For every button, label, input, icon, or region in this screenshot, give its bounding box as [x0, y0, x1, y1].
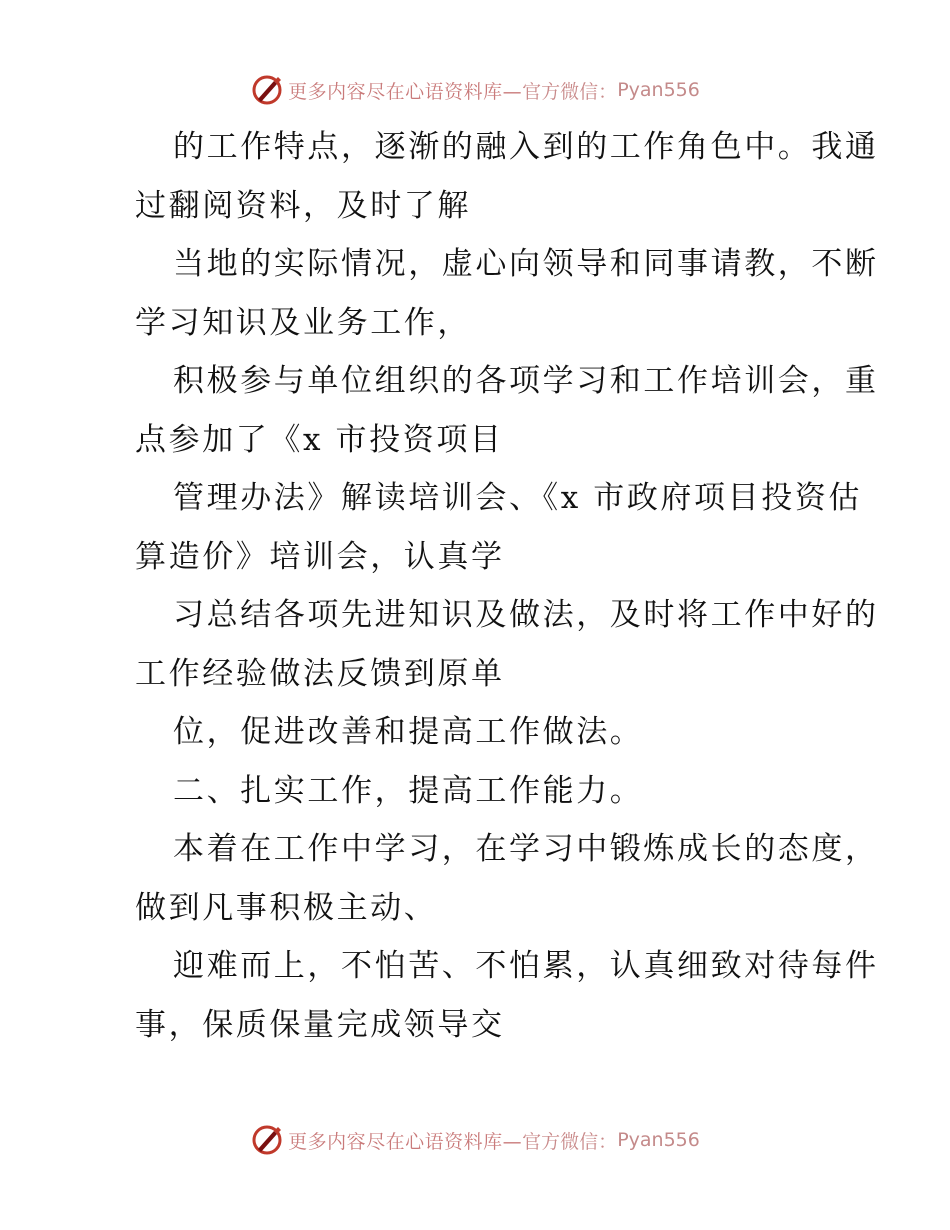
pen-seal-icon [250, 1123, 284, 1157]
paragraph-line: 做到凡事积极主动、 [135, 889, 438, 926]
paragraph-line: 当地的实际情况，虚心向领导和同事请教，不断 [173, 246, 879, 282]
document-body [97, 118, 879, 1054]
paragraph-line: 位，促进改善和提高工作做法。 [173, 714, 644, 750]
watermark-wechat-id: Pyan556 [617, 1129, 700, 1151]
paragraph-line: 迎难而上，不怕苦、不怕累，认真细致对待每件 [173, 948, 879, 984]
paragraph-line: 事，保质保量完成领导交 [135, 1006, 505, 1043]
watermark-text: 更多内容尽在心语资料库— [288, 1130, 523, 1153]
paragraph [97, 586, 879, 703]
header-watermark [0, 70, 950, 110]
section-heading-text: 二、扎实工作，提高工作能力。 [173, 772, 644, 809]
watermark-wechat-id: Pyan556 [617, 79, 700, 101]
paragraph-line: 学习知识及业务工作， [135, 304, 471, 341]
paragraph [97, 118, 879, 235]
paragraph [97, 352, 879, 469]
watermark-wechat-label: 官方微信： [522, 1130, 618, 1153]
paragraph [97, 469, 863, 586]
paragraph-line: 算造价》培训会，认真学 [135, 538, 505, 575]
paragraph-line: 积极参与单位组织的各项学习和工作培训会，重 [173, 363, 879, 399]
paragraph [97, 703, 857, 762]
paragraph [97, 235, 879, 352]
paragraph [97, 820, 879, 937]
paragraph-line: 习总结各项先进知识及做法，及时将工作中好的 [173, 597, 879, 633]
paragraph-line: 过翻阅资料，及时了解 [135, 187, 471, 224]
watermark-wechat-label: 官方微信： [522, 80, 618, 103]
paragraph-line: 工作经验做法反馈到原单 [135, 655, 505, 692]
pen-seal-icon [250, 73, 284, 107]
paragraph-line: 点参加了《x 市投资项目 [135, 421, 504, 458]
footer-watermark [0, 1120, 950, 1160]
watermark-text: 更多内容尽在心语资料库— [288, 80, 523, 103]
section-heading [97, 762, 857, 821]
paragraph-line: 的工作特点，逐渐的融入到的工作角色中。我通 [173, 129, 879, 165]
paragraph-line: 管理办法》解读培训会、《x 市政府项目投资估 [173, 480, 863, 516]
paragraph-line: 本着在工作中学习，在学习中锻炼成长的态度， [173, 831, 879, 867]
paragraph [97, 937, 879, 1054]
